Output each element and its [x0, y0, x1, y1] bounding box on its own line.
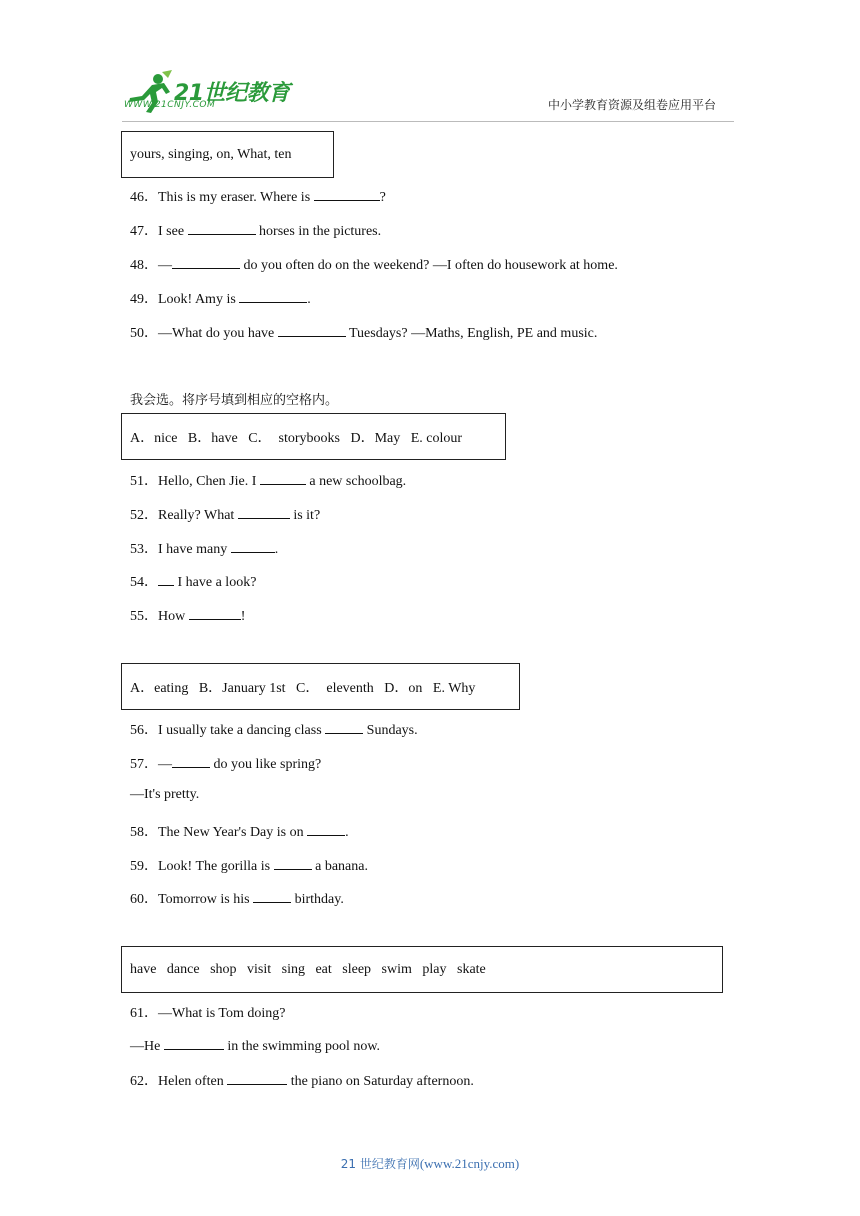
question-48: 48．— do you often do on the weekend? —I often do housework at home.	[130, 254, 618, 274]
question-51: 51．Hello, Chen Jie. I a new schoolbag.	[130, 470, 406, 490]
question-46: 46．This is my eraser. Where is ?	[130, 186, 386, 206]
answer-blank[interactable]	[172, 754, 210, 768]
logo-text: 21世纪教育	[174, 81, 290, 106]
question-62: 62．Helen often the piano on Saturday afternoon.	[130, 1070, 474, 1090]
question-56: 56．I usually take a dancing class Sundays.	[130, 719, 418, 739]
answer-blank[interactable]	[314, 187, 380, 201]
header-divider	[122, 121, 734, 122]
section-instruction: 我会选。将序号填到相应的空格内。	[130, 393, 339, 408]
question-52: 52．Really? What is it?	[130, 504, 320, 524]
question-47: 47．I see horses in the pictures.	[130, 220, 381, 240]
answer-blank[interactable]	[307, 822, 345, 836]
word-bank-2: A．nice B．have C． storybooks D．May E. colour	[121, 413, 506, 460]
question-55: 55．How !	[130, 605, 245, 625]
answer-blank[interactable]	[158, 572, 174, 586]
question-49: 49．Look! Amy is .	[130, 288, 311, 308]
answer-line-57: —It's pretty.	[130, 787, 200, 802]
answer-blank[interactable]	[253, 889, 291, 903]
question-58: 58．The New Year's Day is on .	[130, 821, 349, 841]
answer-blank[interactable]	[239, 289, 307, 303]
question-61: 61．—What is Tom doing?	[130, 1006, 286, 1021]
answer-blank[interactable]	[325, 720, 363, 734]
answer-blank[interactable]	[189, 606, 241, 620]
answer-blank[interactable]	[231, 539, 275, 553]
site-logo	[122, 70, 292, 114]
word-bank-1: yours, singing, on, What, ten	[121, 131, 334, 178]
answer-blank[interactable]	[278, 323, 346, 337]
question-54: 54． I have a look?	[130, 571, 256, 591]
question-60: 60．Tomorrow is his birthday.	[130, 888, 344, 908]
answer-blank[interactable]	[188, 221, 256, 235]
word-bank-3: A．eating B．January 1st C． eleventh D．on E. Why	[121, 663, 520, 710]
question-59: 59．Look! The gorilla is a banana.	[130, 855, 368, 875]
footer-url[interactable]: (www.21cnjy.com)	[419, 1156, 520, 1171]
question-50: 50．—What do you have Tuesdays? —Maths, English, PE and music.	[130, 322, 597, 342]
question-53: 53．I have many .	[130, 538, 278, 558]
answer-blank[interactable]	[227, 1071, 287, 1085]
footer-site-name: 21 世纪教育网	[340, 1157, 420, 1171]
answer-line-61: —He in the swimming pool now.	[130, 1036, 380, 1055]
answer-blank[interactable]	[164, 1036, 224, 1050]
answer-blank[interactable]	[260, 471, 306, 485]
question-57: 57．— do you like spring?	[130, 753, 321, 773]
page-footer	[0, 1155, 860, 1172]
platform-name: 中小学教育资源及组卷应用平台	[548, 98, 717, 112]
answer-blank[interactable]	[172, 255, 240, 269]
answer-blank[interactable]	[274, 856, 312, 870]
word-bank-4: have dance shop visit sing eat sleep swim play skate	[121, 946, 723, 993]
answer-blank[interactable]	[238, 505, 290, 519]
logo-url: WWW.21CNJY.COM	[124, 100, 216, 110]
